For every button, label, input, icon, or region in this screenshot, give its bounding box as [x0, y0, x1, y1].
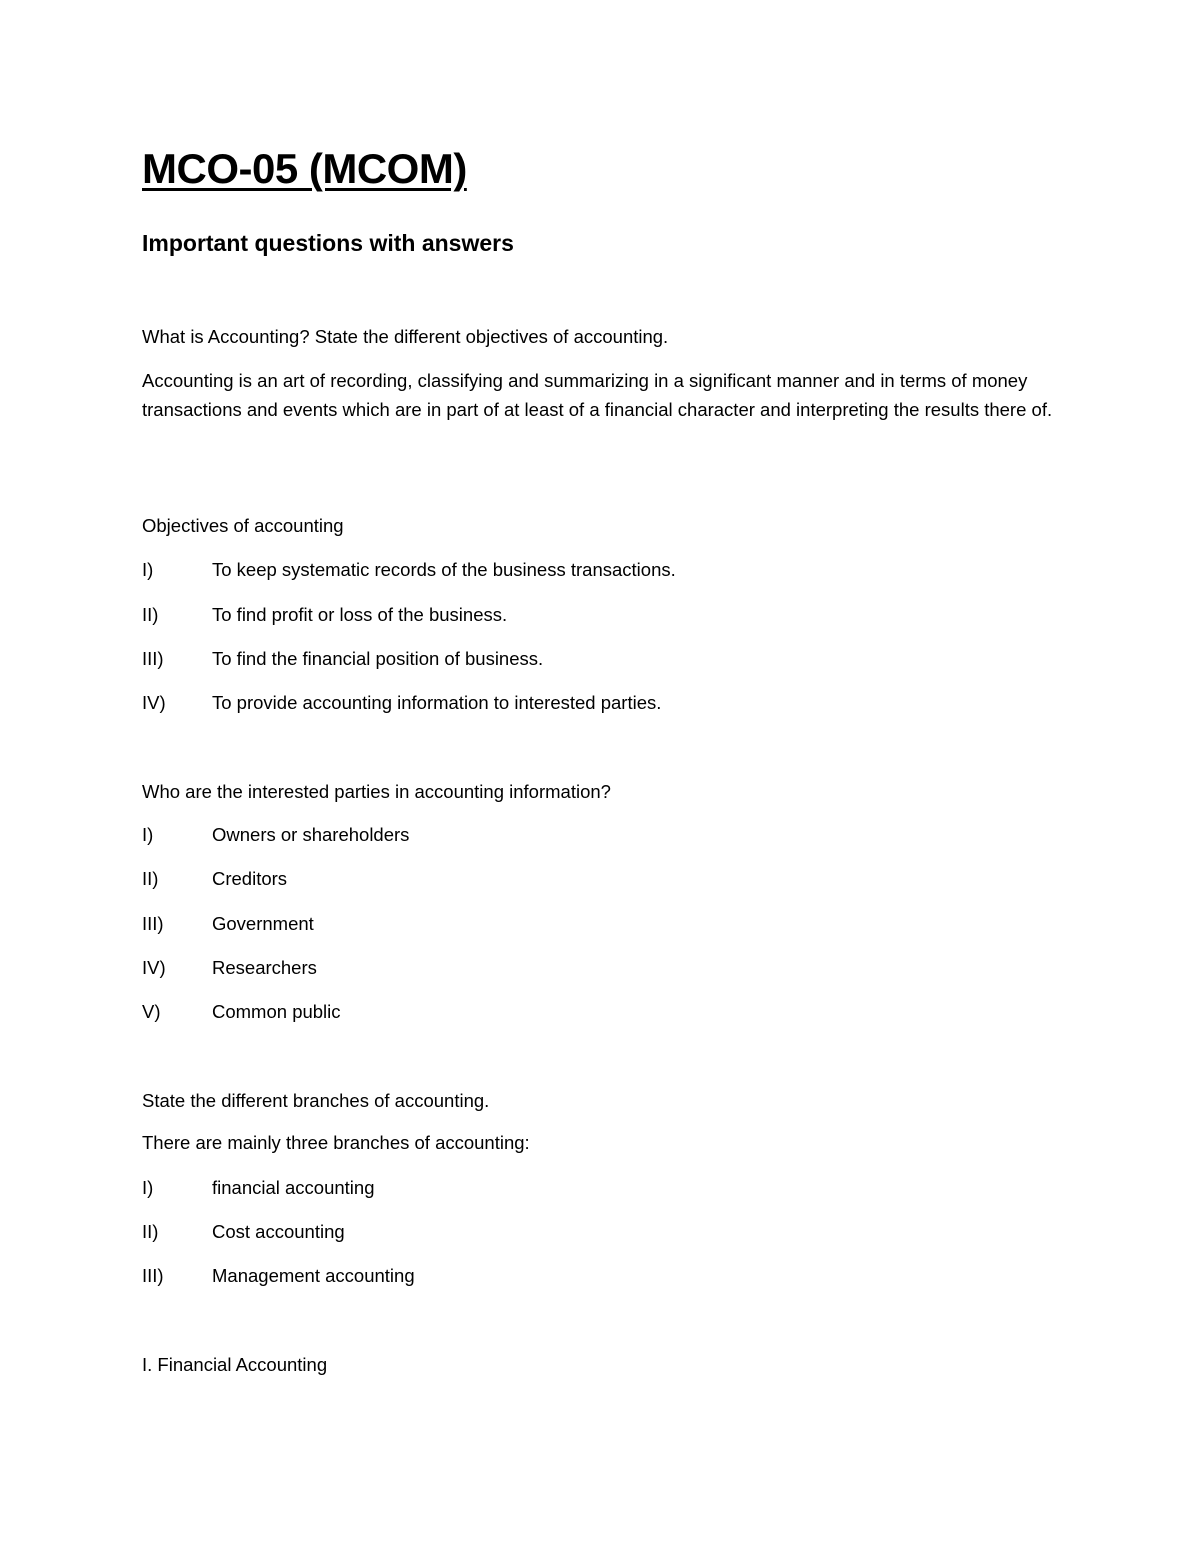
section-heading: I. Financial Accounting — [142, 1354, 328, 1375]
list-item-number: II) — [142, 1221, 159, 1242]
list-item-text: Management accounting — [212, 1265, 415, 1286]
list-item-number: I) — [142, 824, 154, 845]
list-item-number: IV) — [142, 692, 166, 713]
list-item-text: Government — [212, 913, 314, 934]
list-item-number: IV) — [142, 957, 166, 978]
list-item — [142, 555, 676, 584]
question-3-intro: There are mainly three branches of accounting: — [142, 1132, 530, 1153]
list-item-number: III) — [142, 1265, 164, 1286]
list-item — [142, 644, 543, 673]
list-item-text: Owners or shareholders — [212, 824, 410, 845]
question-1: What is Accounting? State the different objectives of accounting. — [142, 326, 669, 347]
objectives-heading: Objectives of accounting — [142, 515, 344, 536]
document-title: MCO-05 (MCOM) — [142, 145, 467, 192]
document-subtitle: Important questions with answers — [142, 230, 514, 256]
list-item-text: Researchers — [212, 957, 317, 978]
list-item-text: Cost accounting — [212, 1221, 345, 1242]
list-item-number: I) — [142, 1177, 154, 1198]
list-item-text: To find the financial position of business. — [212, 648, 544, 669]
list-item — [142, 997, 341, 1026]
list-item-text: financial accounting — [212, 1177, 375, 1198]
question-3: State the different branches of accounting. — [142, 1090, 490, 1111]
list-item-number: V) — [142, 1001, 161, 1022]
list-item — [142, 909, 314, 938]
list-item — [142, 1173, 375, 1202]
answer-1-paragraph: Accounting is an art of recording, classifying and summarizing in a significant manner and in terms of money transactions and events which are in part of at least of a financial character and interpreting the results there of. — [142, 370, 1053, 420]
list-item — [142, 864, 287, 893]
list-item-number: III) — [142, 648, 164, 669]
list-item-text: To find profit or loss of the business. — [212, 604, 508, 625]
list-item — [142, 600, 507, 629]
list-item-text: To keep systematic records of the business transactions. — [212, 559, 676, 580]
list-item-number: I) — [142, 559, 154, 580]
list-item-number: II) — [142, 604, 159, 625]
list-item-number: II) — [142, 868, 159, 889]
list-item-text: Common public — [212, 1001, 341, 1022]
list-item — [142, 820, 409, 849]
list-item — [142, 688, 661, 717]
list-item-text: Creditors — [212, 868, 288, 889]
list-item — [142, 1217, 345, 1246]
question-2: Who are the interested parties in accounting information? — [142, 781, 611, 802]
list-item — [142, 1261, 415, 1290]
list-item-text: To provide accounting information to interested parties. — [212, 692, 662, 713]
list-item-number: III) — [142, 913, 164, 934]
list-item — [142, 953, 317, 982]
